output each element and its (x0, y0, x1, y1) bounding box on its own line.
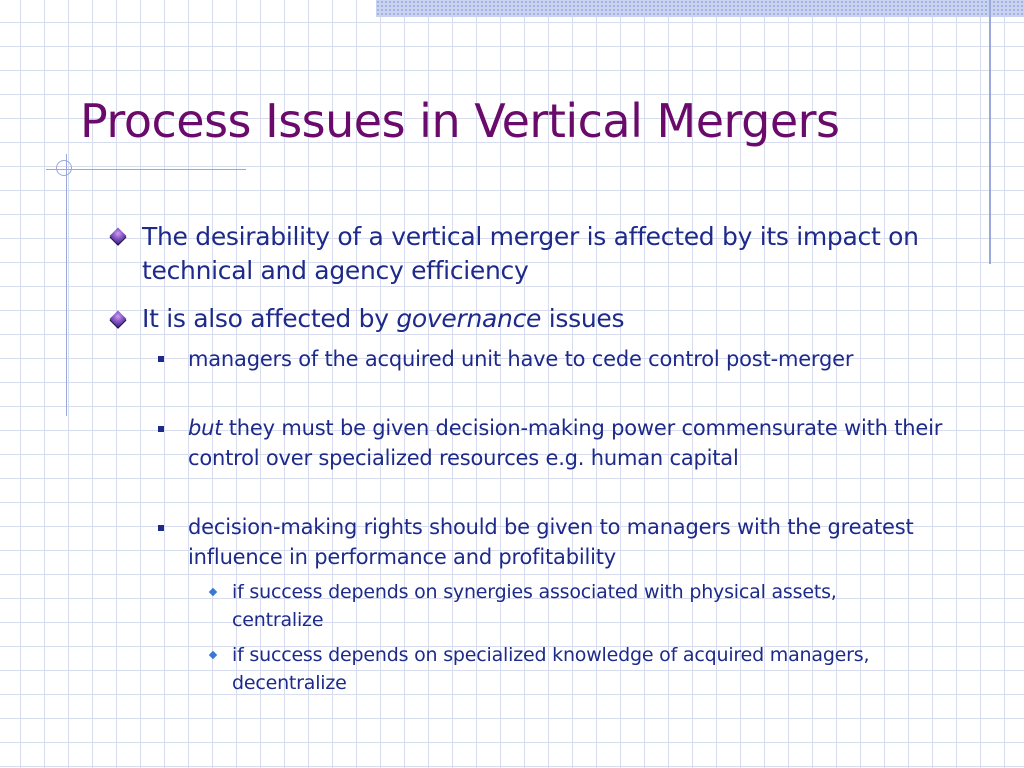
sub-bullet-cede-control (188, 344, 968, 374)
sub-bullet-italic: but (188, 416, 223, 440)
sub-bullet-text: they must be given decision-making power commensurate with their control over specialized resources e.g. human capital (188, 416, 943, 470)
purple-diamond-icon (110, 311, 127, 328)
purple-diamond-icon (110, 228, 127, 245)
small-blue-diamond-icon (209, 651, 217, 659)
slide-title: Process Issues in Vertical Mergers (80, 94, 840, 148)
sub-sub-bullet-decentralize (232, 641, 932, 697)
sub-sub-bullet-text: if success depends on specialized knowledge of acquired managers, decentralize (232, 644, 870, 694)
square-bullet-icon (158, 356, 164, 362)
bullet-governance (142, 302, 962, 336)
sub-sub-bullet-centralize (232, 578, 932, 634)
bullet-text-after: issues (541, 304, 625, 333)
sub-sub-bullet-text: if success depends on synergies associated with physical assets, centralize (232, 581, 837, 631)
square-bullet-icon (158, 525, 164, 531)
sub-bullet-text: decision-making rights should be given to managers with the greatest influence in performance and profitability (188, 515, 914, 569)
sub-bullet-text: managers of the acquired unit have to cede control post-merger (188, 347, 854, 371)
bullet-text: The desirability of a vertical merger is affected by its impact on technical and agency efficiency (142, 222, 919, 285)
square-bullet-icon (158, 426, 164, 432)
small-blue-diamond-icon (209, 588, 217, 596)
bullet-text-before: It is also affected by (142, 304, 397, 333)
bullet-text-italic: governance (396, 304, 542, 333)
sub-bullet-decision-power (188, 413, 968, 473)
bullet-desirability (142, 220, 962, 288)
sub-bullet-decision-rights (188, 512, 968, 572)
